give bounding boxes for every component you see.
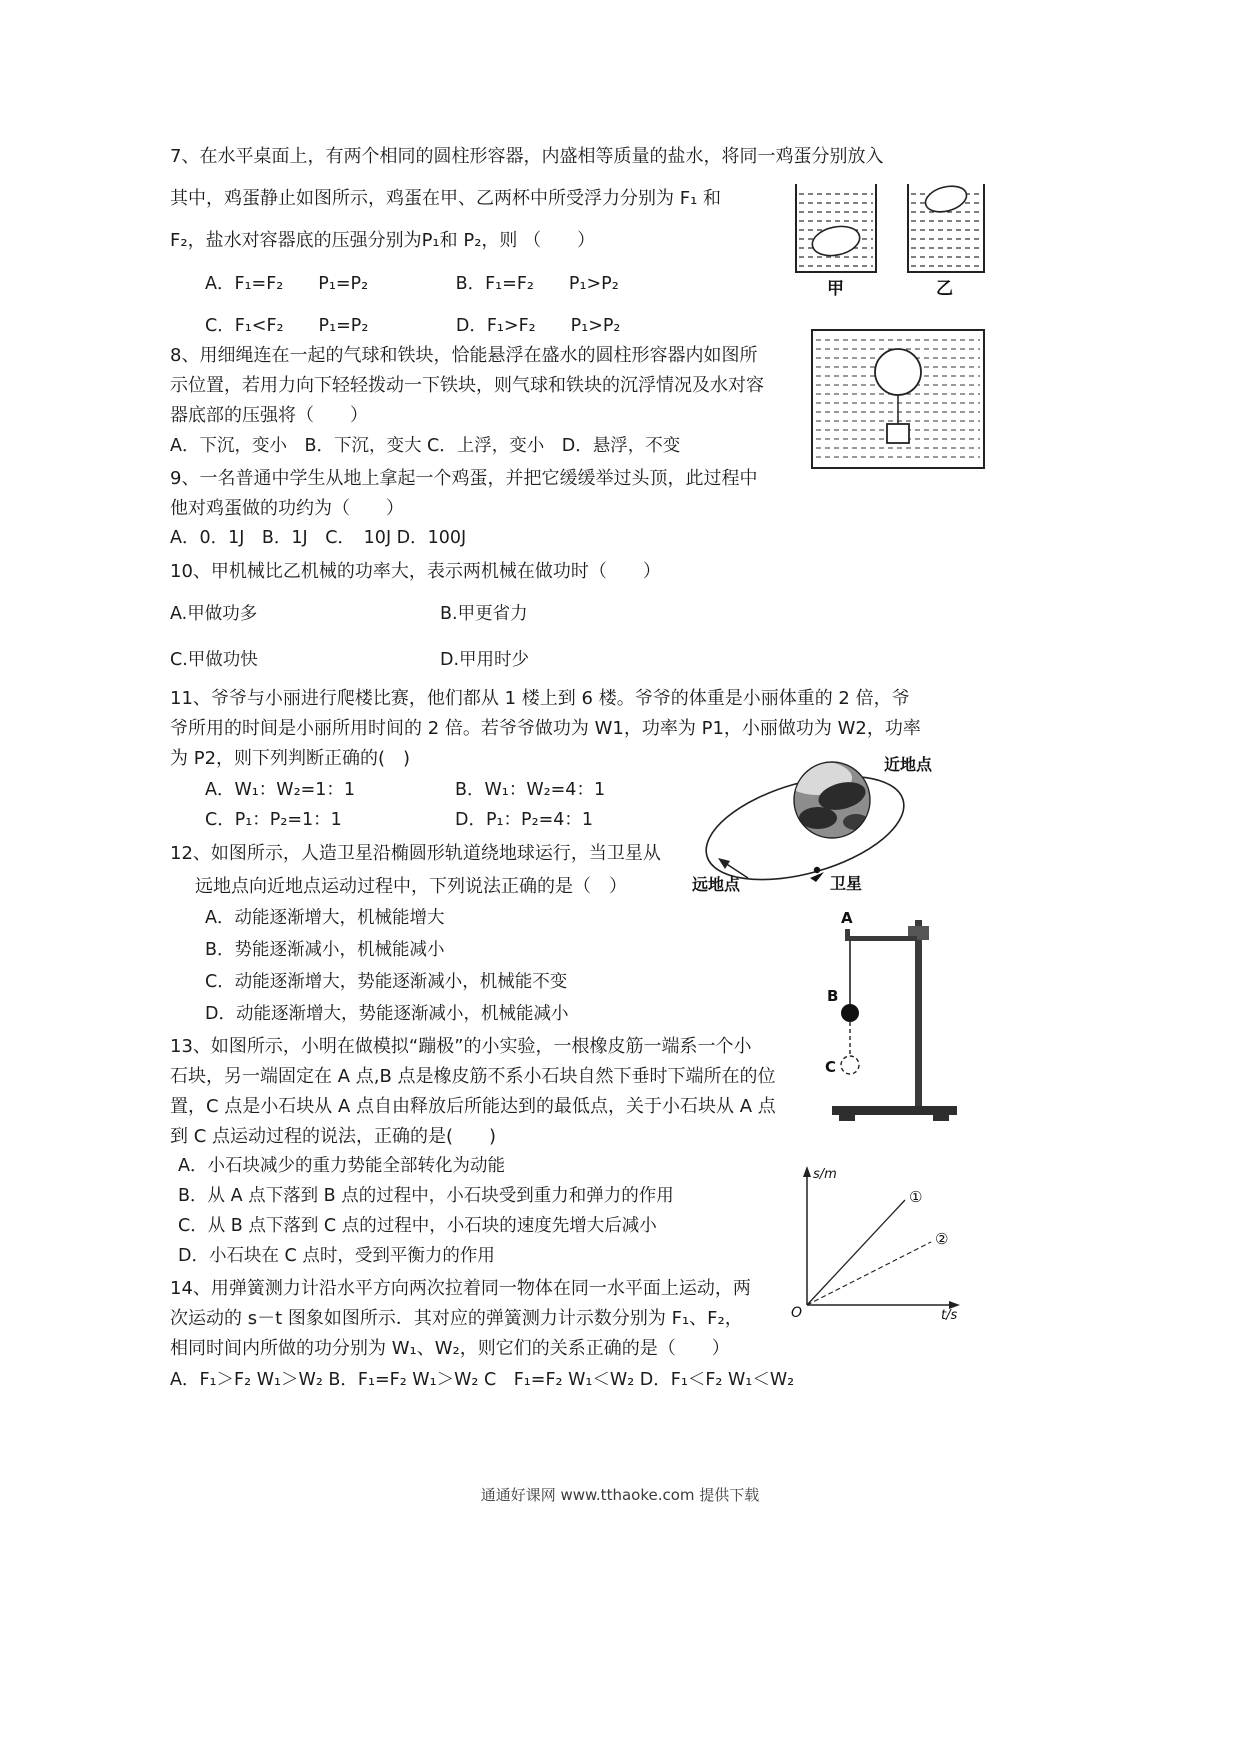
q10-stem: 10、甲机械比乙机械的功率大，表示两机械在做功时（ ） <box>170 561 661 582</box>
apogee-label: 远地点 <box>692 875 741 894</box>
q10-option-d: D.甲用时少 <box>440 650 530 670</box>
page-footer: 通通好课网 www.tthaoke.com 提供下载 <box>480 1486 760 1504</box>
base-foot-right <box>933 1115 949 1121</box>
q11-option-d: D．P₁：P₂=4：1 <box>455 810 594 830</box>
q10-option-b: B.甲更省力 <box>440 604 528 624</box>
q8-options: A．下沉，变小 B．下沉，变大 C．上浮，变小 D．悬浮，不变 <box>170 436 681 456</box>
apogee-arrowhead <box>718 858 730 869</box>
q12-option-a: A．动能逐渐增大，机械能增大 <box>205 908 445 928</box>
q13-stem-line2: 石块，另一端固定在 A 点,B 点是橡皮筋不系小石块自然下垂时下端所在的位 <box>170 1066 776 1087</box>
q9-stem-line2: 他对鸡蛋做的功约为（ ） <box>170 498 404 519</box>
point-a-label: A <box>841 909 853 927</box>
q13-stem-line3: 置，C 点是小石块从 A 点自由释放后所能达到的最低点，关于小石块从 A 点 <box>170 1096 776 1117</box>
q13-option-a: A．小石块减少的重力势能全部转化为动能 <box>178 1156 505 1176</box>
figure-q7-beakers <box>786 178 990 300</box>
q13-option-c: C．从 B 点下落到 C 点的过程中，小石块的速度先增大后减小 <box>178 1216 657 1236</box>
q11-option-c: C．P₁：P₂=1：1 <box>205 810 342 830</box>
line-1 <box>807 1200 905 1305</box>
q12-option-c: C．动能逐渐增大，势能逐渐减小，机械能不变 <box>205 972 568 992</box>
q7-stem-line2: 其中，鸡蛋静止如图所示，鸡蛋在甲、乙两杯中所受浮力分别为 F₁ 和 <box>170 188 722 209</box>
q11-stem-line1: 11、爷爷与小丽进行爬楼比赛，他们都从 1 楼上到 6 楼。爷爷的体重是小丽体重的 2 倍，爷 <box>170 688 910 709</box>
q14-stem-line3: 相同时间内所做的功分别为 W₁、W₂，则它们的关系正确的是（ ） <box>170 1338 730 1359</box>
y-axis-label: s/m <box>813 1167 837 1182</box>
q12-stem-line1: 12、如图所示，人造卫星沿椭圆形轨道绕地球运行，当卫星从 <box>170 843 661 864</box>
point-b-label: B <box>827 987 839 1005</box>
figure-q13-stand <box>812 906 967 1124</box>
q12-option-b: B．势能逐渐减小，机械能减小 <box>205 940 445 960</box>
q14-stem-line2: 次运动的 s－t 图象如图所示．其对应的弹簧测力计示数分别为 F₁、F₂， <box>170 1308 743 1329</box>
stand-arm <box>845 936 917 941</box>
q14-options: A．F₁＞F₂ W₁＞W₂ B．F₁=F₂ W₁＞W₂ C F₁=F₂ W₁＜W₂ D．F₁＜F₂ W₁＜W₂ <box>170 1370 795 1390</box>
egg-left <box>810 222 863 259</box>
q8-stem-line1: 8、用细绳连在一起的气球和铁块，恰能悬浮在盛水的圆柱形容器内如图所 <box>170 345 758 366</box>
figure-q14-st-graph <box>783 1160 968 1322</box>
q10-option-a: A.甲做功多 <box>170 604 258 624</box>
q7-stem-line3: F₂，盐水对容器底的压强分别为P₁和 P₂，则 （ ） <box>170 230 596 251</box>
q13-stem-line4: 到 C 点运动过程的说法，正确的是( ) <box>170 1126 497 1147</box>
q8-stem-line3: 器底部的压强将（ ） <box>170 405 368 426</box>
q11-stem-line2: 爷所用的时间是小丽所用时间的 2 倍。若爷爷做功为 W1，功率为 P1，小丽做功为 W2，功率 <box>170 718 921 739</box>
q13-stem-line1: 13、如图所示，小明在做模拟“蹦极”的小实验，一根橡皮筋一端系一个小 <box>170 1036 752 1057</box>
egg-right <box>923 182 970 216</box>
q14-stem-line1: 14、用弹簧测力计沿水平方向两次拉着同一物体在同一水平面上运动，两 <box>170 1278 751 1299</box>
line-2 <box>807 1242 931 1305</box>
line-2-label: ② <box>935 1230 949 1248</box>
perigee-label: 近地点 <box>884 755 933 774</box>
beaker-left-label: 甲 <box>827 279 844 299</box>
earth-globe <box>784 761 870 838</box>
q13-option-d: D．小石块在 C 点时，受到平衡力的作用 <box>178 1246 495 1266</box>
q12-stem-line2: 远地点向近地点运动过程中，下列说法正确的是（ ） <box>195 876 627 897</box>
q7-options-ab: A．F₁=F₂ P₁=P₂ B．F₁=F₂ P₁>P₂ <box>205 274 619 294</box>
origin-label: O <box>791 1305 803 1321</box>
point-c-label: C <box>825 1058 837 1076</box>
q12-option-d: D．动能逐渐增大，势能逐渐减小，机械能减小 <box>205 1004 569 1024</box>
stand-base <box>832 1106 957 1115</box>
arm-hook <box>845 929 850 941</box>
q9-options: A．0．1J B．1J C． 10J D．100J <box>170 528 467 548</box>
balloon <box>875 349 921 395</box>
y-axis-arrow <box>803 1166 811 1177</box>
stand-rod <box>915 920 922 1106</box>
x-axis-label: t/s <box>941 1308 958 1322</box>
q7-options-cd: C．F₁<F₂ P₁=P₂ D．F₁>F₂ P₁>P₂ <box>205 316 621 336</box>
q11-stem-line3: 为 P2，则下列判断正确的( ) <box>170 748 411 769</box>
q8-stem-line2: 示位置，若用力向下轻轻拨动一下铁块，则气球和铁块的沉浮情况及水对容 <box>170 375 764 396</box>
q11-option-b: B．W₁：W₂=4：1 <box>455 780 606 800</box>
stone-ball <box>841 1004 859 1022</box>
q10-option-c: C.甲做功快 <box>170 650 258 670</box>
stone-ghost <box>841 1056 859 1074</box>
q7-stem-line1: 7、在水平桌面上，有两个相同的圆柱形容器，内盛相等质量的盐水，将同一鸡蛋分别放入 <box>170 146 884 167</box>
iron-block <box>887 424 909 443</box>
q13-option-b: B．从 A 点下落到 B 点的过程中，小石块受到重力和弹力的作用 <box>178 1186 674 1206</box>
satellite-label: 卫星 <box>830 874 863 893</box>
figure-q8-balloon-iron <box>808 326 988 472</box>
q11-option-a: A．W₁：W₂=1：1 <box>205 780 356 800</box>
q9-stem-line1: 9、一名普通中学生从地上拿起一个鸡蛋，并把它缓缓举过头顶，此过程中 <box>170 468 758 489</box>
base-foot-left <box>839 1115 855 1121</box>
satellite-dot <box>814 867 820 873</box>
figure-q12-satellite-orbit <box>690 748 950 908</box>
beaker-right-label: 乙 <box>936 279 953 299</box>
line-1-label: ① <box>909 1188 923 1206</box>
